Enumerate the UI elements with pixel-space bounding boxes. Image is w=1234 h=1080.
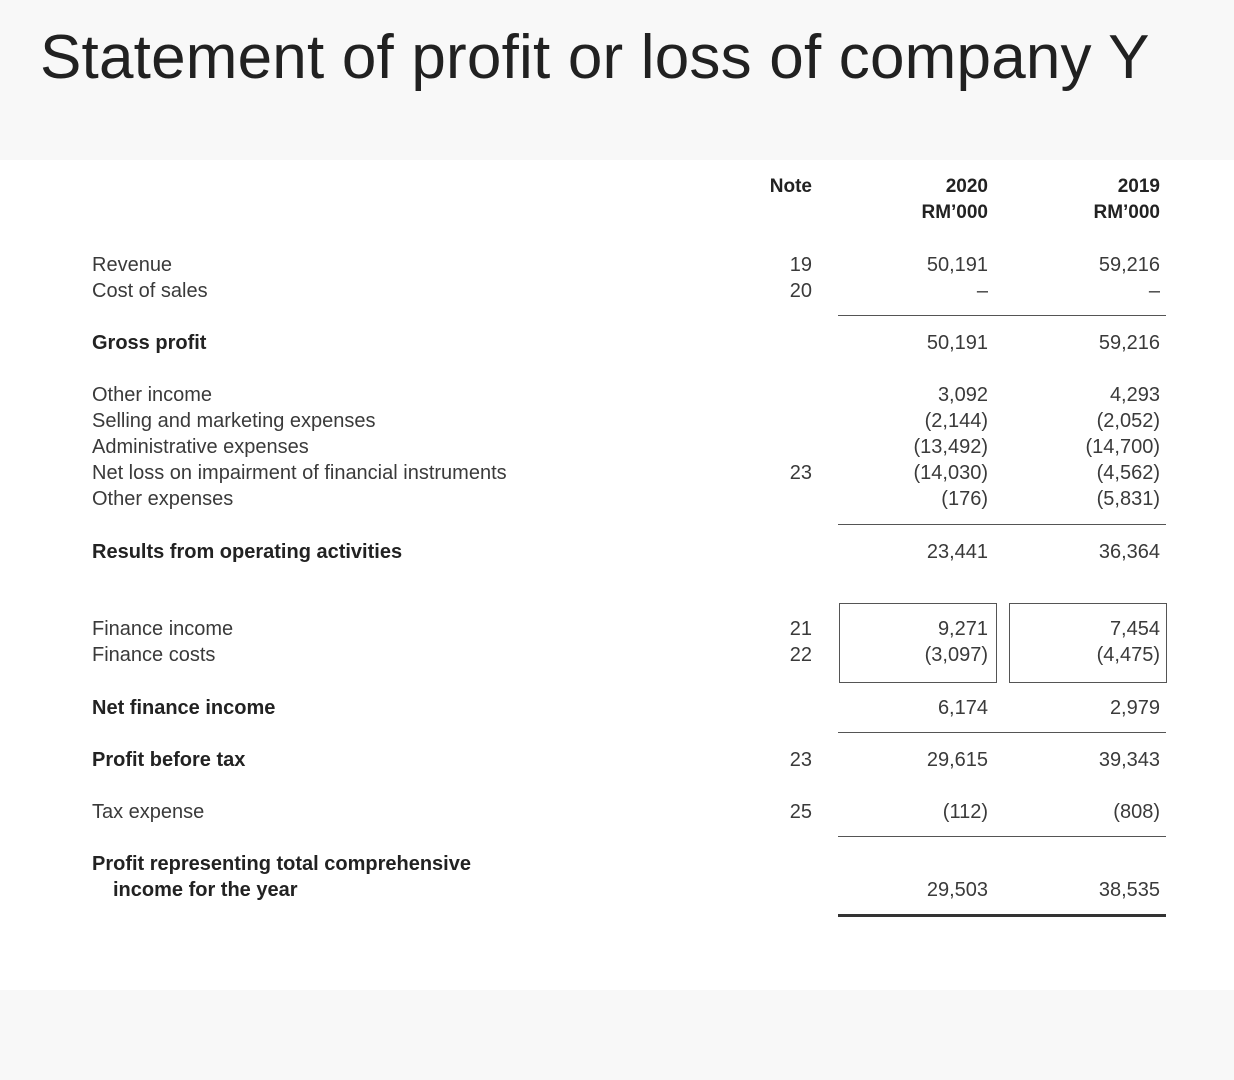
profit-for-year-2020: 29,503 xyxy=(926,879,988,901)
header-note: Note xyxy=(769,176,812,197)
revenue-note: 19 xyxy=(789,254,812,276)
selling-expenses-2019: (2,052) xyxy=(1096,410,1160,432)
gross-profit-label: Gross profit xyxy=(92,332,207,354)
tax-expense-label: Tax expense xyxy=(92,801,205,823)
other-expenses-2020: (176) xyxy=(941,488,988,510)
financial-statement xyxy=(0,160,1234,990)
other-expenses-label: Other expenses xyxy=(92,488,234,510)
finance-income-2020: 9,271 xyxy=(937,618,988,640)
impairment-2020: (14,030) xyxy=(913,462,988,484)
operating-results-label: Results from operating activities xyxy=(92,541,403,563)
finance-costs-2020: (3,097) xyxy=(924,644,988,666)
admin-expenses-2020: (13,492) xyxy=(913,436,988,458)
cost-of-sales-label: Cost of sales xyxy=(92,280,208,302)
profit-before-tax-note: 23 xyxy=(789,749,812,771)
other-expenses-2019: (5,831) xyxy=(1096,488,1160,510)
impairment-2019: (4,562) xyxy=(1096,462,1160,484)
revenue-label: Revenue xyxy=(92,254,173,276)
tax-expense-note: 25 xyxy=(789,801,812,823)
impairment-note: 23 xyxy=(789,462,812,484)
header-year-2019: 2019 xyxy=(1117,176,1160,197)
tax-expense-2019: (808) xyxy=(1113,801,1160,823)
admin-expenses-label: Administrative expenses xyxy=(92,436,309,458)
profit-before-tax-label: Profit before tax xyxy=(92,749,246,771)
cost-of-sales-2019: – xyxy=(1148,280,1160,302)
revenue-2020: 50,191 xyxy=(926,254,988,276)
operating-results-2020: 23,441 xyxy=(926,541,988,563)
other-income-2019: 4,293 xyxy=(1109,384,1160,406)
profit-before-tax-2020: 29,615 xyxy=(926,749,988,771)
selling-expenses-2020: (2,144) xyxy=(924,410,988,432)
cost-of-sales-note: 20 xyxy=(789,280,812,302)
finance-costs-note: 22 xyxy=(789,644,812,666)
finance-income-label: Finance income xyxy=(92,618,234,640)
other-income-label: Other income xyxy=(92,384,213,406)
admin-expenses-2019: (14,700) xyxy=(1085,436,1160,458)
header-unit-2019: RM’000 xyxy=(1093,202,1160,223)
divider xyxy=(838,732,1166,733)
profit-for-year-label-line2: income for the year xyxy=(113,879,298,901)
net-finance-income-2020: 6,174 xyxy=(937,697,988,719)
divider xyxy=(838,836,1166,837)
tax-expense-2020: (112) xyxy=(942,801,988,823)
profit-for-year-label-line1: Profit representing total comprehensive xyxy=(92,853,471,875)
finance-costs-label: Finance costs xyxy=(92,644,216,666)
selling-expenses-label: Selling and marketing expenses xyxy=(92,410,376,432)
profit-for-year-2019: 38,535 xyxy=(1098,879,1160,901)
net-finance-income-label: Net finance income xyxy=(92,697,276,719)
total-underline xyxy=(838,914,1166,917)
cost-of-sales-2020: – xyxy=(976,280,988,302)
profit-before-tax-2019: 39,343 xyxy=(1098,749,1160,771)
impairment-label: Net loss on impairment of financial instruments xyxy=(92,462,507,484)
other-income-2020: 3,092 xyxy=(937,384,988,406)
gross-profit-2020: 50,191 xyxy=(926,332,988,354)
revenue-2019: 59,216 xyxy=(1098,254,1160,276)
finance-income-2019: 7,454 xyxy=(1109,618,1160,640)
divider xyxy=(838,315,1166,316)
header-year-2020: 2020 xyxy=(945,176,988,197)
operating-results-2019: 36,364 xyxy=(1098,541,1160,563)
net-finance-income-2019: 2,979 xyxy=(1109,697,1160,719)
page-title: Statement of profit or loss of company Y xyxy=(40,23,1150,92)
divider xyxy=(838,524,1166,525)
finance-costs-2019: (4,475) xyxy=(1096,644,1160,666)
finance-income-note: 21 xyxy=(789,618,812,640)
header-unit-2020: RM’000 xyxy=(921,202,988,223)
gross-profit-2019: 59,216 xyxy=(1098,332,1160,354)
